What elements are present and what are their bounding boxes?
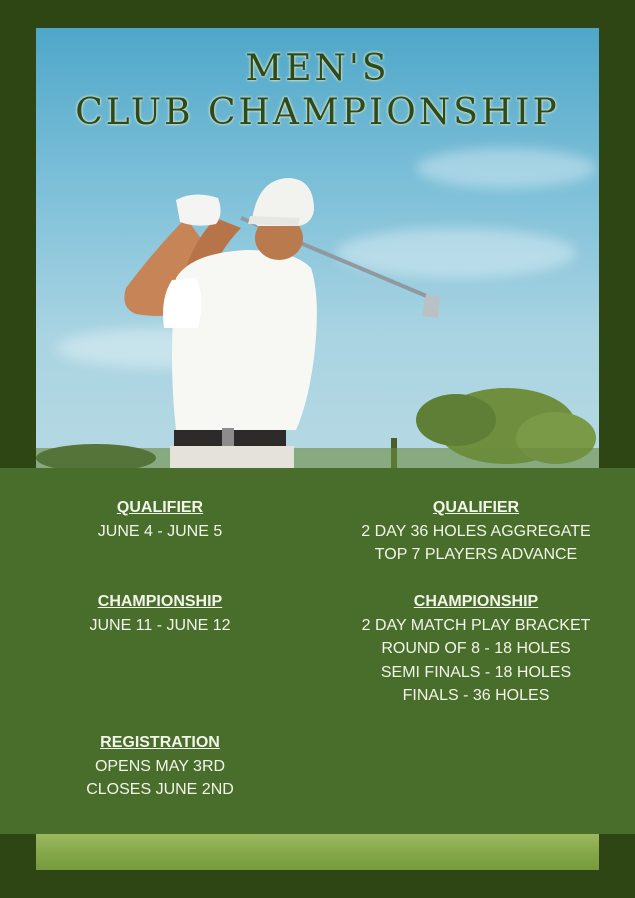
championship-format-block (340, 590, 612, 708)
qualifier-dates-line: JUNE 4 - JUNE 5 (97, 522, 223, 540)
grass-strip (36, 834, 599, 870)
qualifier-format-heading: QUALIFIER (432, 499, 520, 516)
qualifier-format-line: 2 DAY 36 HOLES AGGREGATE (361, 522, 591, 540)
qualifier-dates-heading: QUALIFIER (116, 499, 204, 516)
championship-format-line: 2 DAY MATCH PLAY BRACKET (361, 616, 591, 634)
championship-format-line: ROUND OF 8 - 18 HOLES (381, 640, 571, 657)
championship-dates-block (60, 590, 260, 637)
registration-close-line: CLOSES JUNE 2ND (86, 781, 234, 798)
championship-format-line: FINALS - 36 HOLES (402, 687, 550, 704)
tree-shape (36, 388, 599, 468)
qualifier-format-line: TOP 7 PLAYERS ADVANCE (374, 546, 578, 563)
poster-title-line1: MEN'S (245, 48, 390, 89)
championship-format-heading: CHAMPIONSHIP (413, 593, 539, 610)
poster-title-line2: CLUB CHAMPIONSHIP (75, 92, 560, 133)
golfer-photo (36, 28, 599, 468)
registration-heading: REGISTRATION (100, 734, 220, 751)
qualifier-format-block (340, 496, 612, 567)
championship-dates-line: JUNE 11 - JUNE 12 (89, 616, 231, 634)
qualifier-dates-block (60, 496, 260, 543)
registration-open-line: OPENS MAY 3RD (94, 757, 226, 775)
championship-dates-heading: CHAMPIONSHIP (97, 593, 223, 610)
registration-block (60, 731, 260, 802)
championship-format-line: SEMI FINALS - 18 HOLES (380, 663, 572, 681)
